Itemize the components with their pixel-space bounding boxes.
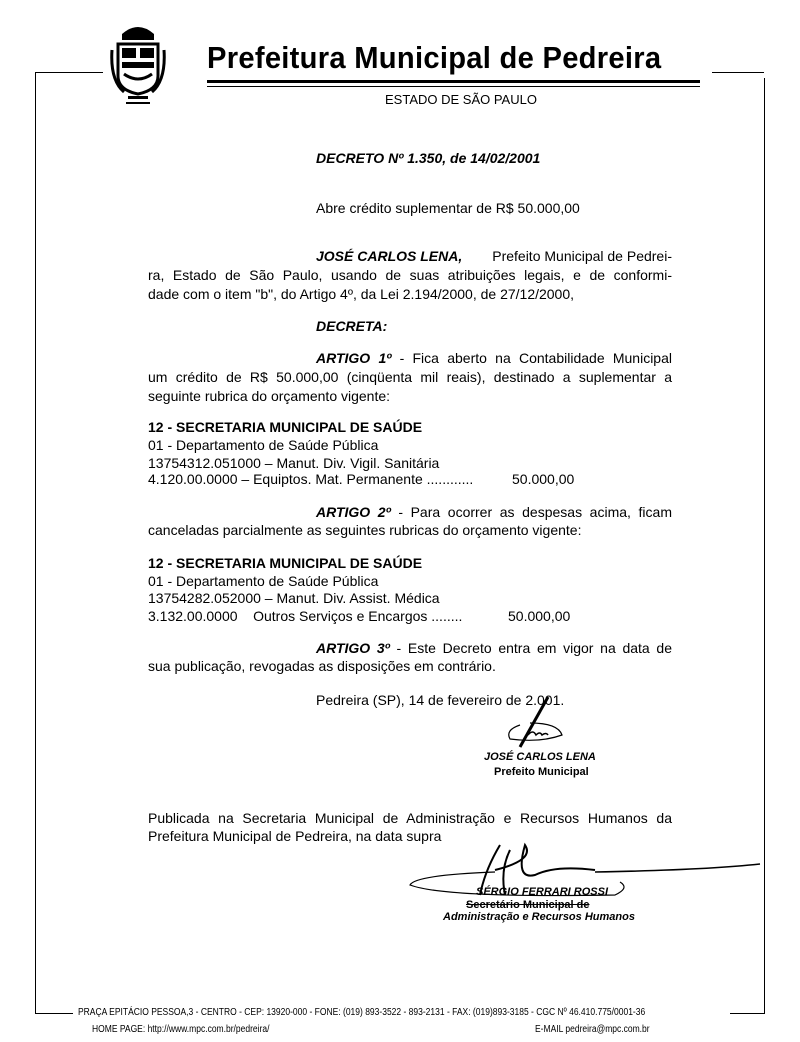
- block2-programa: 13754282.052000 – Manut. Div. Assist. Médica: [148, 590, 440, 606]
- header-rule-thin: [207, 86, 700, 87]
- mayor-name: JOSÉ CARLOS LENA,: [316, 248, 463, 264]
- art3-line1: [316, 640, 672, 657]
- signer1-name: JOSÉ CARLOS LENA: [484, 751, 596, 763]
- signer2-name: SÉRGIO FERRARI ROSSI: [476, 886, 609, 898]
- mayor-signature: [500, 695, 570, 750]
- block2-valor: 50.000,00: [508, 608, 571, 624]
- art3-line2: sua publicação, revogadas as disposições em contrário.: [148, 658, 496, 674]
- signer2-role1: Secretário Municipal de: [466, 899, 590, 911]
- publication-line1: Publicada na Secretaria Municipal de Administração e Recursos Humanos da: [148, 810, 672, 826]
- block1-programa: 13754312.051000 – Manut. Div. Vigil. Sanitária: [148, 455, 440, 471]
- footer-address: PRAÇA EPITÁCIO PESSOA,3 - CENTRO - CEP: 13920-000 - FONE: (019) 893-3522 - 893-2131 - FAX: (019)893-3185 - CGC Nº 46.410.775/0001-36: [78, 1007, 646, 1018]
- signer2-role2: Administração e Recursos Humanos: [443, 911, 635, 923]
- art2-label: ARTIGO 2º: [316, 504, 391, 520]
- preamble-line1: [316, 248, 672, 265]
- preamble-text: Prefeito Municipal de Pedrei-: [492, 248, 672, 264]
- art2-text: - Para ocorrer as despesas acima, ficam: [390, 504, 672, 520]
- header-title: Prefeitura Municipal de Pedreira: [207, 40, 662, 75]
- header-state: ESTADO DE SÃO PAULO: [385, 92, 537, 107]
- art1-line1: [316, 350, 672, 367]
- art2-line1: [316, 504, 672, 521]
- art1-label: ARTIGO 1º: [316, 350, 392, 366]
- block1-valor: 50.000,00: [512, 471, 575, 487]
- art1-text: - Fica aberto na Contabilidade Municipal: [391, 350, 672, 366]
- border-left: [35, 72, 36, 1014]
- place-date: Pedreira (SP), 14 de fevereiro de 2.001.: [316, 692, 565, 708]
- border-bottom-right: [730, 1013, 765, 1014]
- border-top-right: [712, 72, 764, 73]
- municipal-crest-logo: [110, 20, 166, 108]
- border-top-left: [35, 72, 103, 73]
- preamble-line3: dade com o item "b", do Artigo 4º, da Lei 2.194/2000, de 27/12/2000,: [148, 286, 575, 302]
- decree-summary: Abre crédito suplementar de R$ 50.000,00: [316, 200, 580, 216]
- art3-text: - Este Decreto entra em vigor na data de: [389, 640, 672, 656]
- art1-line2: um crédito de R$ 50.000,00 (cinqüenta mil reais), destinado a suplementar a: [148, 369, 672, 385]
- art3-label: ARTIGO 3º: [316, 640, 390, 656]
- border-bottom-left: [35, 1013, 73, 1014]
- block1-secretaria: 12 - SECRETARIA MUNICIPAL DE SAÚDE: [148, 419, 423, 435]
- decreta-heading: DECRETA:: [316, 318, 388, 334]
- preamble-line2: ra, Estado de São Paulo, usando de suas atribuições legais, e de conformi-: [148, 267, 672, 283]
- publication-line2: Prefeitura Municipal de Pedreira, na data supra: [148, 828, 442, 844]
- header-rule: [207, 80, 700, 83]
- block2-rubrica: 3.132.00.0000 Outros Serviços e Encargos ........: [148, 608, 463, 624]
- block1-departamento: 01 - Departamento de Saúde Pública: [148, 437, 379, 453]
- art1-line3: seguinte rubrica do orçamento vigente:: [148, 388, 391, 404]
- footer-email: E-MAIL pedreira@mpc.com.br: [535, 1024, 650, 1035]
- art2-line2: canceladas parcialmente as seguintes rubricas do orçamento vigente:: [148, 522, 582, 538]
- signer1-role: Prefeito Municipal: [494, 766, 589, 778]
- block1-rubrica: 4.120.00.0000 – Equiptos. Mat. Permanente ............: [148, 471, 474, 487]
- footer-homepage: HOME PAGE: http://www.mpc.com.br/pedreira/: [92, 1024, 270, 1035]
- block2-departamento: 01 - Departamento de Saúde Pública: [148, 573, 379, 589]
- decree-title: DECRETO Nº 1.350, de 14/02/2001: [316, 150, 541, 166]
- block2-secretaria: 12 - SECRETARIA MUNICIPAL DE SAÚDE: [148, 555, 423, 571]
